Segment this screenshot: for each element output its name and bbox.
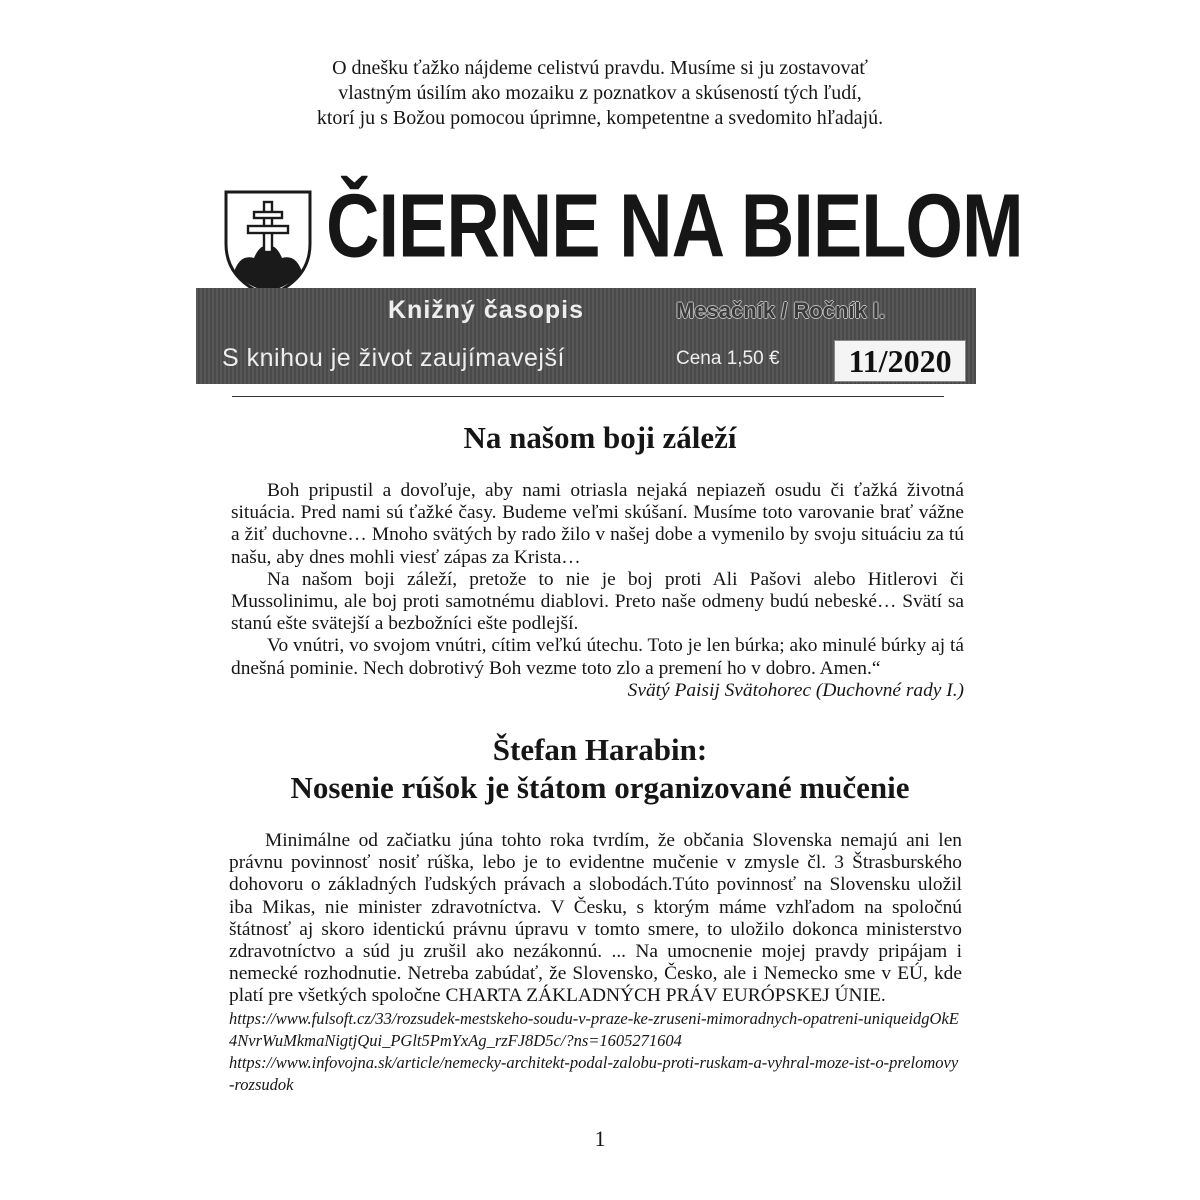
article2-title-line2: Nosenie rúšok je štátom organizované mučenie (290, 770, 910, 805)
article2-paragraph: Minimálne od začiatku júna tohto roka tvrdím, že občania Slovenska nemajú ani len právnu povinnosť nosiť rúška, lebo je to evidentne mučenie v zmysle čl. 3 Štrasburského dohovoru o základných ľudských právach a slobodách.Túto povinnosť na Slovensku uložil iba Mikas, nie minister zdravotníctva. V Česku, s ktorým máme vzhľadom na spoločnú štátnosť aj skoro identickú právnu úpravu v tomto smere, to uložilo dokonca ministerstvo zdravotníctvo a súd ju zrušil ako nezákonnú. ... Na umocnenie mojej pravdy pripájam i nemecké rozhodnutie. Netreba zabúdať, že Slovensko, Česko, ale i Nemecko sme v EÚ, kde platí pre všetkých spoločne CHARTA ZÁKLADNÝCH PRÁV EURÓPSKEJ ÚNIE. (229, 830, 962, 1007)
issue-number: 11/2020 (848, 343, 952, 379)
masthead-divider (232, 396, 944, 397)
masthead-subtitle: Knižný časopis (388, 296, 584, 324)
masthead-title: ČIERNE NA BIELOM (326, 174, 1023, 276)
article1-paragraph: Boh pripustil a dovoľuje, aby nami otriasla nejaká nepiazeň osudu či ťažká životná situácia. Pred nami sú ťažké časy. Budeme veľmi skúšaní. Musíme toto varovanie brať vážne a žiť duchovne… Mnoho svätých by rado žilo v našej dobe a vymenilo by svoju situáciu za tú našu, aby dnes mohli viesť zápas za Krista… (231, 480, 964, 568)
source-link[interactable]: https://www.infovojna.sk/article/nemecky-architekt-podal-zalobu-proti-ruskam-a-vyhral-moze-ist-o-prelomovy-rozsudok (229, 1053, 959, 1095)
motto-line: O dnešku ťažko nájdeme celistvú pravdu. Musíme si ju zostavovať (332, 57, 868, 79)
masthead (196, 174, 1023, 384)
motto-line: vlastným úsilím ako mozaiku z poznatkov a skúseností tých ľudí, (338, 82, 862, 104)
article2-title-line1: Štefan Harabin: (492, 732, 708, 767)
motto-line: ktorí ju s Božou pomocou úprimne, kompetentne a svedomito hľadajú. (316, 107, 884, 129)
masthead-tagline: S knihou je život zaujímavejší (222, 344, 565, 372)
masthead-frequency: Mesačník / Ročník I. (676, 298, 886, 323)
article2-body (229, 830, 962, 1096)
article1-paragraph: Na našom boji záleží, pretože to nie je boj proti Ali Pašovi alebo Hitlerovi či Mussolinimu, ale boj proti samotnému diablovi. Preto naše odmeny budú nebeské… Svätí sa stanú ešte svätejší a bezbožníci ešte podlejší. (231, 568, 964, 635)
article1-paragraph: Vo vnútri, vo svojom vnútri, cítim veľkú útechu. Toto je len búrka; ako minulé búrky aj tá dnešná pominie. Nech dobrotivý Boh vezme toto zlo a premení ho v dobro. Amen.“ (231, 635, 964, 679)
masthead-price: Cena 1,50 € (676, 348, 780, 369)
article1-title: Na našom boji záleží (463, 420, 737, 455)
issue-box (834, 340, 966, 382)
masthead-band (196, 288, 976, 384)
page-number: 1 (594, 1126, 606, 1151)
article1-body (231, 480, 964, 702)
motto (230, 56, 970, 131)
slovak-double-cross-crest-icon (220, 188, 316, 300)
source-link[interactable]: https://www.fulsoft.cz/33/rozsudek-mestskeho-soudu-v-praze-ke-zruseni-mimoradnych-opatreni-uniqueidgOkE4NvrWuMkmaNigtjQui_PGlt5PmYxAg_rzFJ8D5c/?ns=1605271604 (229, 1008, 959, 1050)
article1-signature: Svätý Paisij Svätohorec (Duchovné rady I.) (627, 679, 964, 701)
